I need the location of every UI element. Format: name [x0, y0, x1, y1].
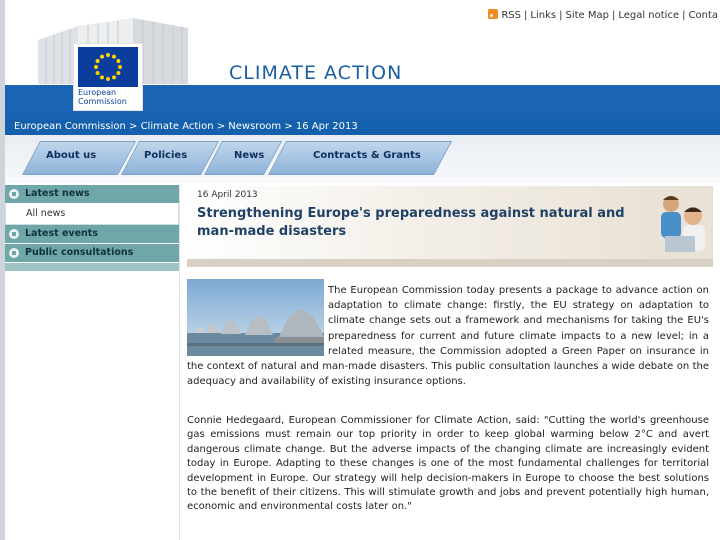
sidebar-divider	[179, 185, 180, 540]
bullet-icon	[9, 248, 19, 258]
article-headline: Strengthening Europe's preparedness against natural and man-made disasters	[197, 206, 625, 239]
sidebar	[5, 185, 179, 271]
top-utility-links: RSS | Links | Site Map | Legal notice | Conta	[488, 9, 718, 21]
sidebar-item-latest-news[interactable]	[5, 185, 179, 204]
tab-news[interactable]: News	[234, 150, 265, 161]
bullet-icon	[9, 189, 19, 199]
contact-link[interactable]: Conta	[688, 10, 718, 21]
photo-float-spacer	[187, 283, 328, 357]
main-navigation	[5, 135, 720, 183]
sidebar-item-public-consultations[interactable]	[5, 244, 179, 263]
breadcrumb[interactable]: European Commission > Climate Action > Newsroom > 16 Apr 2013	[14, 121, 358, 132]
sidebar-item-label: Latest events	[25, 228, 98, 239]
site-title[interactable]: CLIMATE ACTION	[229, 62, 403, 84]
article-paragraph-1	[187, 283, 709, 389]
logo-text	[78, 88, 127, 106]
sidebar-footer-bar	[5, 263, 179, 271]
banner-strip	[187, 259, 713, 267]
article-date: 16 April 2013	[197, 190, 258, 200]
sidebar-item-label: Public consultations	[25, 247, 134, 258]
sidebar-item-label: Latest news	[25, 188, 90, 199]
tab-policies[interactable]: Policies	[144, 150, 188, 161]
eu-flag-icon	[78, 47, 138, 87]
logo-text-line1: European	[78, 88, 117, 97]
legal-notice-link[interactable]: Legal notice	[618, 10, 680, 21]
rss-link[interactable]: RSS	[501, 10, 522, 21]
logo-text-line2: Commission	[78, 97, 127, 106]
site-map-link[interactable]: Site Map	[565, 10, 609, 21]
tab-contracts-grants[interactable]: Contracts & Grants	[313, 150, 421, 161]
sidebar-item-latest-events[interactable]	[5, 225, 179, 244]
rss-icon[interactable]	[488, 9, 498, 19]
banner-people-image	[655, 190, 711, 258]
bullet-icon	[9, 229, 19, 239]
article-paragraph-1-text: The European Commission today presents a package to advance action on adaptation to climate change: firstly, the EU strategy on adaptation to climate change sets out a framework and mechanisms for taking the EU's preparedness for current and future climate impacts to a new level; in a related measure, the Commission adopted a Green Paper on insurance in the context of natural and man-made disasters. This public consultation launches a wide debate on the adequacy and availability of existing insurance options.	[187, 285, 709, 388]
european-commission-logo[interactable]	[73, 43, 143, 111]
links-link[interactable]: Links	[530, 10, 557, 21]
sidebar-item-all-news[interactable]: All news	[5, 204, 179, 225]
tab-about-us[interactable]: About us	[46, 150, 97, 161]
article-paragraph-2: Connie Hedegaard, European Commissioner for Climate Action, said: "Cutting the world's greenhouse gas emissions must remain our top priority in order to keep global warming below 2°C and avert dangerous climate change. But the adverse impacts of the changing climate are increasingly evident today in Europe. Adapting to these changes is one of the most fundamental challenges for territorial development in Europe. Our strategy will help decision-makers in Europe to choose the best solutions to the benefit of their citizens. This will stimulate growth and jobs and prevent potentially high human, economic and environmental costs later on."	[187, 415, 709, 513]
